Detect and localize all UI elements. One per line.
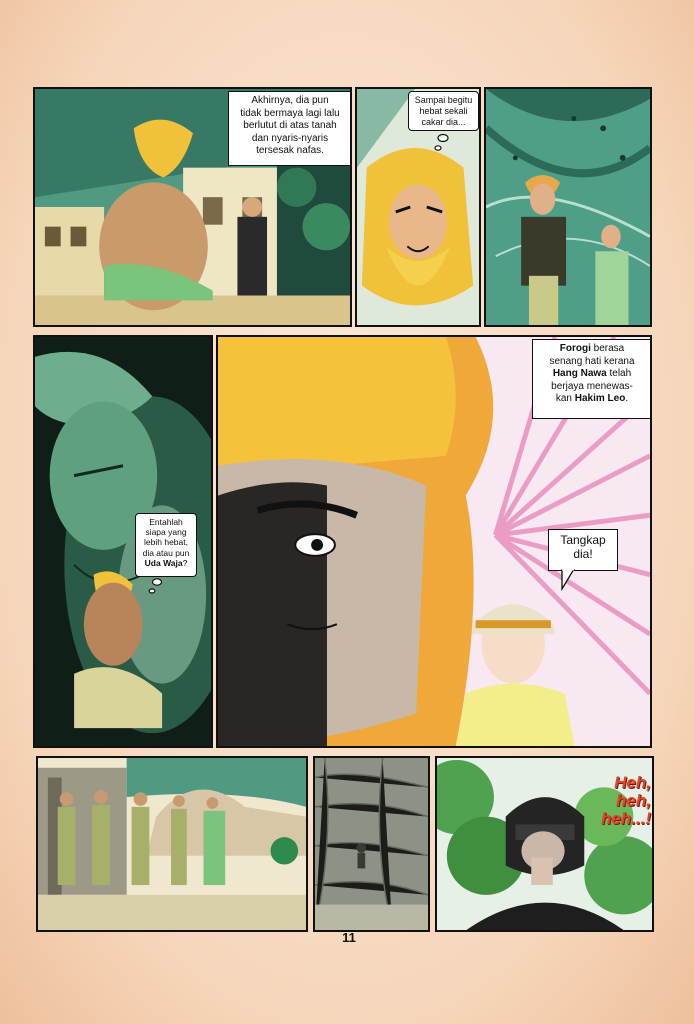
narration-line: Akhirnya, dia pun: [251, 95, 329, 106]
character-name: Hang Nawa: [552, 368, 607, 379]
laughter-sound-effect: [557, 774, 651, 828]
narration-text: berasa: [590, 343, 625, 354]
sfx-line: heh...!: [600, 808, 651, 828]
speech-bubble: [548, 529, 618, 571]
narration-text: .: [625, 393, 629, 404]
narration-line: senang hati kerana: [549, 355, 635, 367]
thought-line: dia atau pun: [142, 547, 190, 558]
sfx-line: Heh,: [614, 773, 651, 792]
panel-6: [36, 756, 308, 932]
narration-line: [538, 343, 646, 356]
narration-line: tersesak nafas.: [256, 145, 324, 156]
panel-7: [313, 756, 430, 932]
panel-5: [216, 335, 652, 748]
sfx-line: heh,: [616, 790, 651, 810]
narration-box: [228, 91, 352, 166]
thought-name: Uda Waja: [144, 557, 183, 568]
narration-box: [532, 339, 652, 419]
thought-line: siapa yang: [145, 527, 187, 538]
narration-line: [538, 368, 646, 381]
narration-text: telah: [606, 368, 632, 379]
thought-line: hebat sekali: [419, 105, 468, 116]
narration-line: berjaya menewas-: [551, 380, 633, 392]
narration-text: kan: [555, 393, 575, 404]
thought-trail-icon: [427, 133, 457, 155]
panel-2: [355, 87, 481, 327]
panel-4: [33, 335, 213, 748]
panel-3-art: [486, 89, 650, 325]
speech-line: Tangkap: [560, 533, 606, 547]
narration-line: berlutut di atas tanah: [243, 120, 337, 131]
thought-end: ?: [182, 557, 188, 568]
thought-line: Entahlah: [149, 517, 183, 527]
thought-trail-icon: [145, 577, 169, 597]
thought-line: cakar dia...: [421, 116, 466, 127]
thought-line: Sampai begitu: [414, 95, 473, 105]
speech-tail-icon: [558, 569, 578, 591]
panel-6-art: [38, 758, 306, 930]
panel-3: [484, 87, 652, 327]
character-name: Hakim Leo: [574, 393, 626, 404]
character-name: Forogi: [559, 343, 591, 354]
narration-line: tidak bermaya lagi lalu: [240, 107, 340, 119]
narration-line: [538, 393, 646, 406]
panel-8: [435, 756, 654, 932]
page-number: 11: [342, 930, 356, 945]
speech-line: dia!: [573, 547, 593, 562]
thought-line: lebih hebat,: [144, 537, 188, 548]
narration-line: dan nyaris-nyaris: [251, 132, 329, 144]
thought-line-last: [140, 558, 192, 568]
panel-7-art: [315, 758, 428, 930]
thought-bubble: [408, 91, 479, 131]
panel-1: [33, 87, 352, 327]
thought-bubble: [135, 513, 197, 577]
